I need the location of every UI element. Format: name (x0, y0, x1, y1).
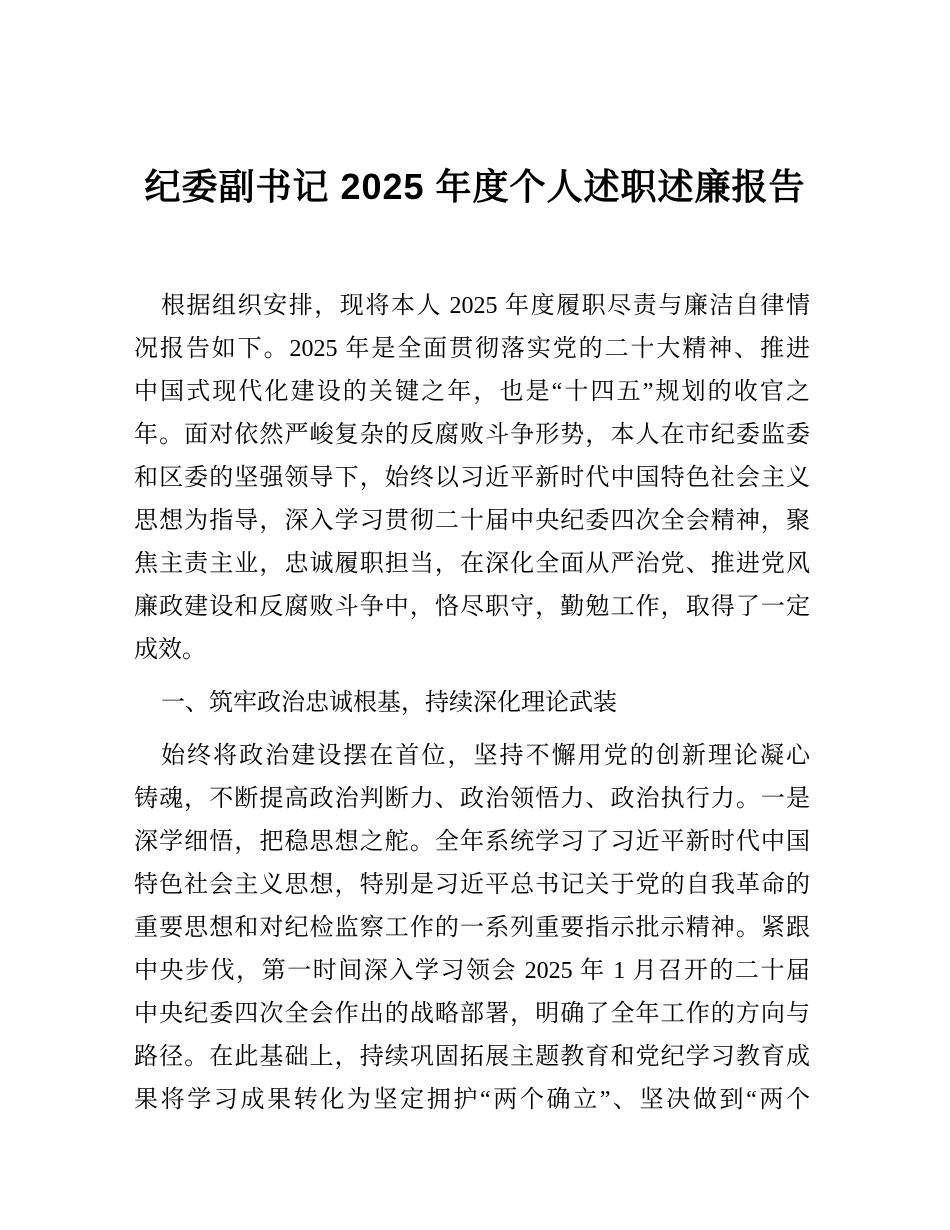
text-line: 路径。在此基础上，持续巩固拓展主题教育和党纪学习教育成 (134, 1044, 810, 1070)
text-line: 成效。 (134, 637, 206, 663)
text-line: 重要思想和对纪检监察工作的一系列重要指示批示精神。紧跟 (134, 915, 810, 941)
text-line: 根据组织安排，现将本人 2025 年度履职尽责与廉洁自律情 (161, 293, 810, 319)
text-line: 思想为指导，深入学习贯彻二十届中央纪委四次全会精神，聚 (134, 508, 810, 534)
section-1-paragraph (134, 735, 810, 1122)
text-line: 中央步伐，第一时间深入学习领会 2025 年 1 月召开的二十届 (134, 958, 810, 984)
opening-paragraph (134, 285, 810, 672)
text-line: 和区委的坚强领导下，始终以习近平新时代中国特色社会主义 (134, 465, 810, 491)
text-line: 况报告如下。2025 年是全面贯彻落实党的二十大精神、推进 (134, 336, 810, 362)
text-line: 铸魂，不断提高政治判断力、政治领悟力、政治执行力。一是 (134, 786, 810, 812)
document-title: 纪委副书记 2025 年度个人述职述廉报告 (144, 166, 806, 207)
text-line: 中国式现代化建设的关键之年，也是“十四五”规划的收官之 (134, 379, 810, 405)
text-line: 始终将政治建设摆在首位，坚持不懈用党的创新理论凝心 (161, 743, 810, 769)
text-line: 年。面对依然严峻复杂的反腐败斗争形势，本人在市纪委监委 (134, 422, 810, 448)
text-line: 一、筑牢政治忠诚根基，持续深化理论武装 (161, 690, 617, 716)
text-line: 中央纪委四次全会作出的战略部署，明确了全年工作的方向与 (134, 1001, 810, 1027)
text-line: 焦主责主业，忠诚履职担当，在深化全面从严治党、推进党风 (134, 551, 810, 577)
text-line: 特色社会主义思想，特别是习近平总书记关于党的自我革命的 (134, 872, 810, 898)
section-heading-1 (134, 682, 810, 725)
text-line: 廉政建设和反腐败斗争中，恪尽职守，勤勉工作，取得了一定 (134, 594, 810, 620)
text-line: 深学细悟，把稳思想之舵。全年系统学习了习近平新时代中国 (134, 829, 810, 855)
document-body (134, 285, 810, 1122)
text-line: 果将学习成果转化为坚定拥护“两个确立”、坚决做到“两个 (134, 1087, 810, 1113)
